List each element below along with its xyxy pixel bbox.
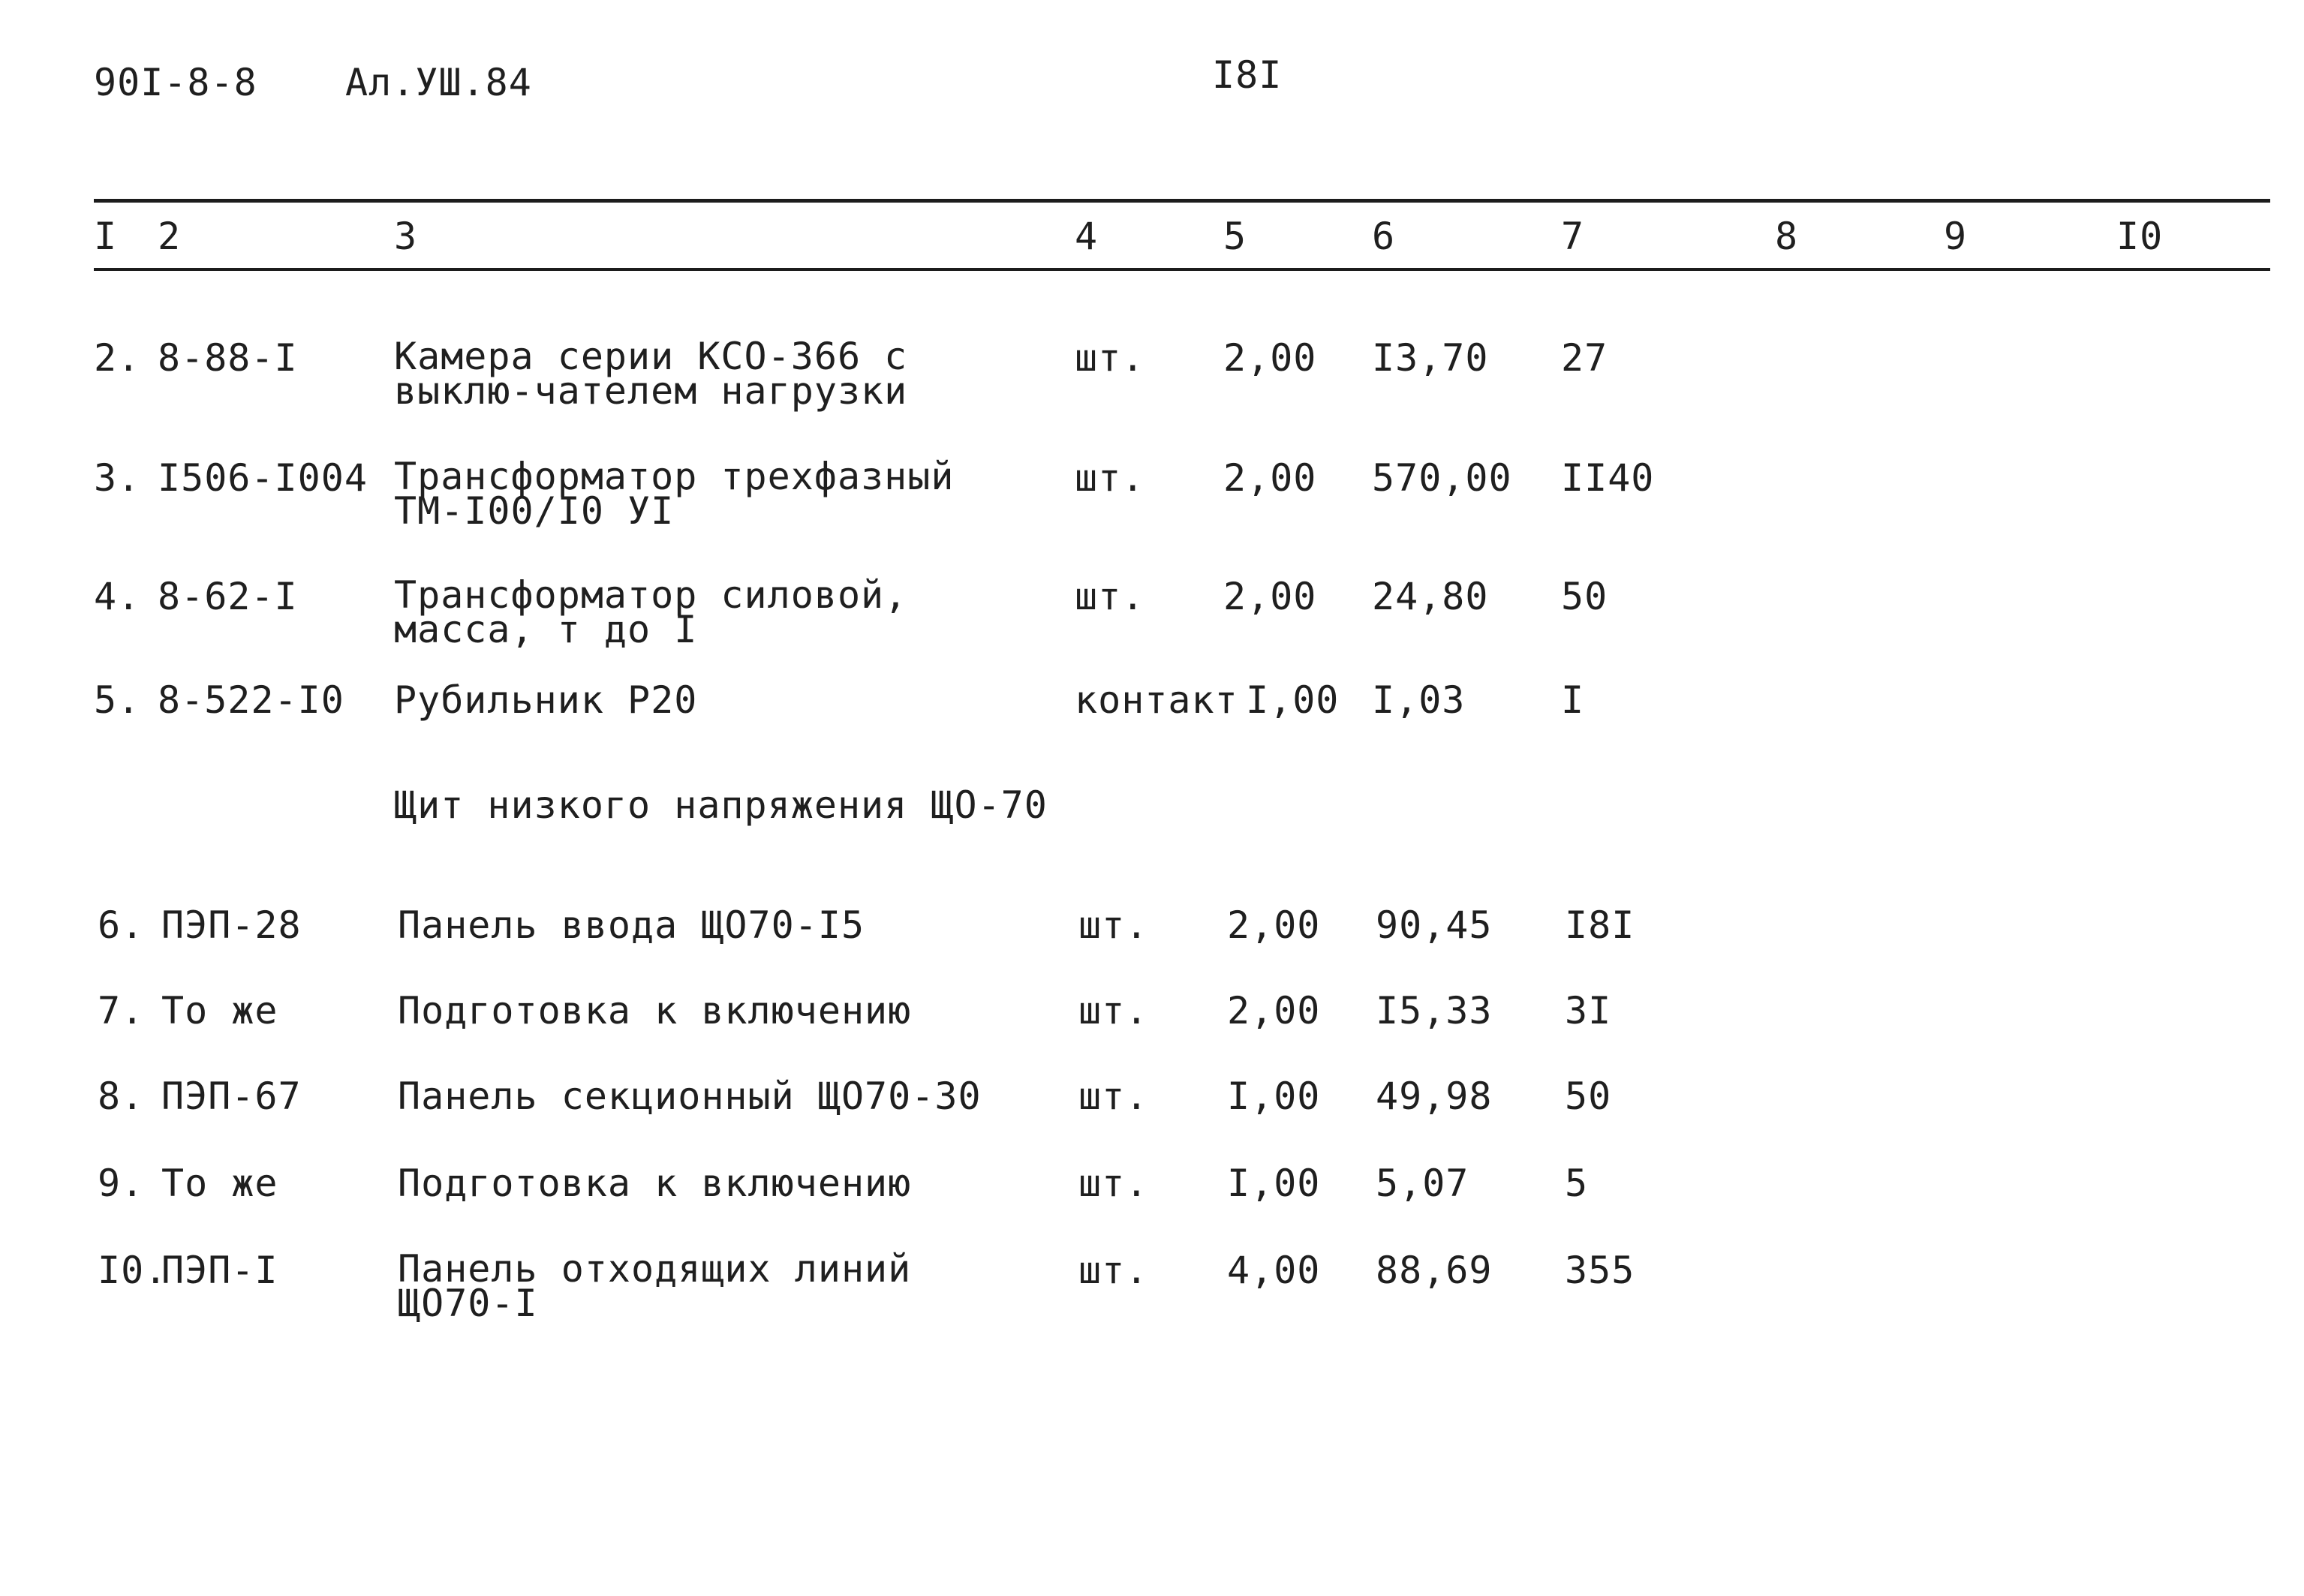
row-number: I0. [98, 1249, 168, 1292]
row-total: 355 [1565, 1249, 1635, 1292]
row-number: 8. [98, 1075, 145, 1118]
row-quantity: 2,00 [1223, 456, 1317, 500]
column-header: 7 [1561, 215, 1585, 258]
column-header: 4 [1075, 215, 1099, 258]
column-header: I [94, 215, 118, 258]
row-name: Камера серии КСО-366 с выклю-чателем нагрузки [394, 335, 908, 413]
album-reference: Ал.УШ.84 [345, 61, 532, 104]
column-header: 3 [394, 215, 418, 258]
table-header-rule [94, 268, 2270, 271]
row-price: 49,98 [1376, 1075, 1493, 1118]
row-code: ПЭП-67 [161, 1075, 302, 1118]
row-quantity: 4,00 [1227, 1249, 1321, 1292]
row-total: I [1561, 678, 1585, 722]
row-code: I506-I004 [158, 456, 368, 500]
row-quantity: I,00 [1227, 1162, 1321, 1205]
row-unit: шт. [1078, 903, 1149, 947]
column-header: 9 [1944, 215, 1968, 258]
row-total: 5 [1565, 1162, 1589, 1205]
row-quantity: 2,00 [1227, 989, 1321, 1032]
row-price: 90,45 [1376, 903, 1493, 947]
row-quantity: I,00 [1246, 678, 1340, 722]
row-name: Трансформатор силовой, масса, т до I [394, 573, 908, 651]
row-name: Подготовка к включению [398, 989, 912, 1032]
row-quantity: I,00 [1227, 1075, 1321, 1118]
table-top-rule [94, 199, 2270, 203]
row-price: 5,07 [1376, 1162, 1469, 1205]
row-price: 570,00 [1372, 456, 1512, 500]
row-unit: шт. [1078, 1075, 1149, 1118]
row-code: ПЭП-28 [161, 903, 302, 947]
row-name: Панель ввода ЩО70-I5 [398, 903, 865, 947]
row-number: 5. [94, 678, 141, 722]
row-code: 8-62-I [158, 575, 298, 618]
row-total: 50 [1561, 575, 1608, 618]
row-unit: контакт [1075, 678, 1238, 722]
row-code: То же [161, 989, 278, 1032]
row-price: I,03 [1372, 678, 1466, 722]
row-quantity: 2,00 [1223, 336, 1317, 380]
column-header: 8 [1775, 215, 1799, 258]
row-code: 8-88-I [158, 336, 298, 380]
row-price: 24,80 [1372, 575, 1489, 618]
row-number: 4. [94, 575, 141, 618]
row-unit: шт. [1075, 456, 1145, 500]
row-quantity: 2,00 [1223, 575, 1317, 618]
row-number: 2. [94, 336, 141, 380]
row-price: I5,33 [1376, 989, 1493, 1032]
row-quantity: 2,00 [1227, 903, 1321, 947]
column-header: 5 [1223, 215, 1247, 258]
column-header: 2 [158, 215, 182, 258]
row-unit: шт. [1075, 575, 1145, 618]
column-header: 6 [1372, 215, 1396, 258]
row-number: 7. [98, 989, 145, 1032]
row-total: 3I [1565, 989, 1612, 1032]
column-header: I0 [2116, 215, 2164, 258]
section-heading: Щит низкого напряжения ЩО-70 [394, 783, 1048, 827]
row-number: 6. [98, 903, 145, 947]
row-name: Рубильник Р20 [394, 678, 698, 722]
row-unit: шт. [1078, 1162, 1149, 1205]
row-number: 9. [98, 1162, 145, 1205]
row-price: I3,70 [1372, 336, 1489, 380]
row-name: Панель отходящих линий ЩО70-I [398, 1247, 912, 1325]
row-name: Панель секционный ЩО70-30 [398, 1075, 982, 1118]
row-unit: шт. [1078, 1249, 1149, 1292]
row-unit: шт. [1075, 336, 1145, 380]
row-total: 50 [1565, 1075, 1612, 1118]
row-total: II40 [1561, 456, 1655, 500]
document-code: 90I-8-8 [94, 61, 257, 104]
row-price: 88,69 [1376, 1249, 1493, 1292]
row-number: 3. [94, 456, 141, 500]
row-code: 8-522-I0 [158, 678, 344, 722]
row-name: Трансформатор трехфазный ТМ-I00/I0 УI [394, 455, 955, 533]
row-code: ПЭП-I [161, 1249, 278, 1292]
row-total: I8I [1565, 903, 1635, 947]
row-code: То же [161, 1162, 278, 1205]
row-name: Подготовка к включению [398, 1162, 912, 1205]
row-total: 27 [1561, 336, 1608, 380]
page-number: I8I [1212, 53, 1283, 97]
row-unit: шт. [1078, 989, 1149, 1032]
